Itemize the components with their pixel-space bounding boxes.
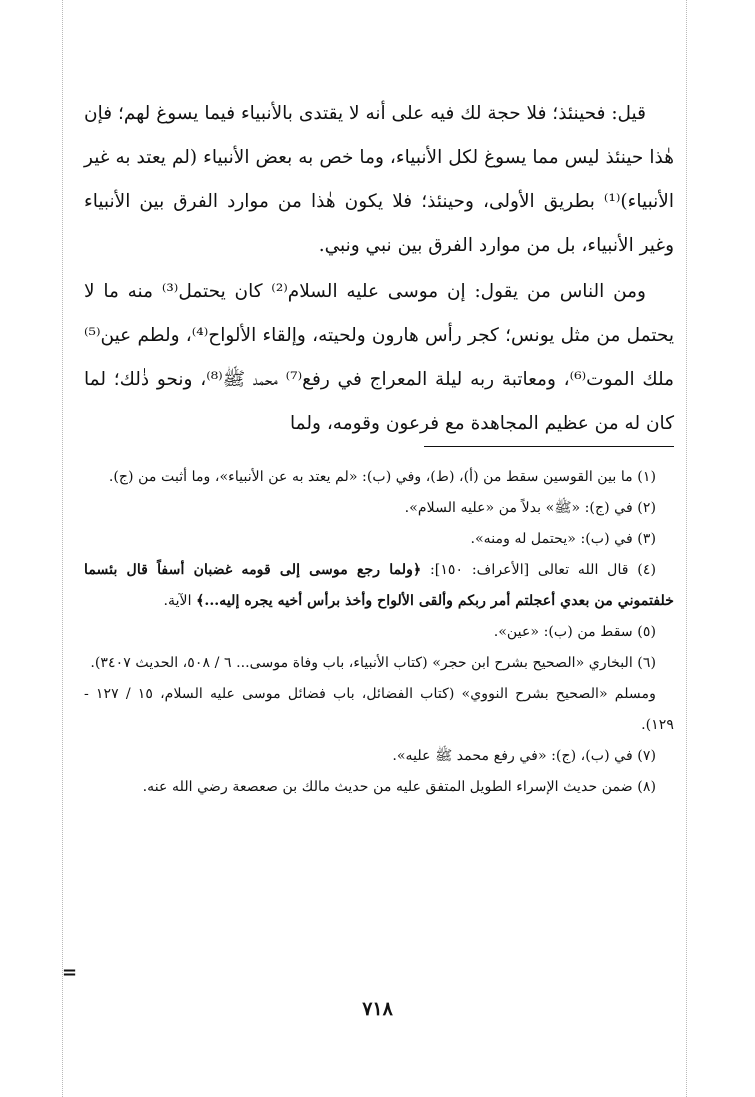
main-paragraph-2: ومن الناس من يقول: إن موسى عليه السلام⁽²⁾ كان يحتمل⁽³⁾ منه ما لا يحتمل من مثل يونس؛ كجر رأس هارون ولحيته، وإلقاء الألواح⁽⁴⁾، ولطم عين⁽⁵⁾ ملك الموت⁽⁶⁾، ومعاتبة ربه ليلة المعراج في رفع⁽⁷⁾ محمد ﷺ⁽⁸⁾، ونحو ذٰلك؛ لما كان له من عظيم المجاهدة مع فرعون وقومه، ولما (84, 281, 674, 434)
footnote-4 (84, 555, 674, 617)
continuation-mark: = (62, 962, 78, 983)
footnote-1: (١) ما بين القوسين سقط من (أ)، (ط)، وفي (ب): «لم يعتد به عن الأنبياء»، وما أثبت من (ج). (108, 469, 656, 485)
footnote-4-tail: الآية. (163, 593, 192, 609)
footnote-5: (٥) سقط من (ب): «عين». (493, 624, 656, 640)
right-margin-guide (686, 0, 687, 1097)
footnote-4-intro: قال الله تعالى [الأعراف: ١٥٠]: (429, 562, 629, 578)
footnote-7: (٧) في (ب)، (ج): «في رفع محمد ﷺ عليه». (392, 748, 656, 764)
footnote-6a: (٦) البخاري «الصحيح بشرح ابن حجر» (كتاب الأنبياء، باب وفاة موسى... ٦ / ٥٠٨، الحديث ٣٤٠٧). (90, 655, 656, 671)
footnote-6b: ومسلم «الصحيح بشرح النووي» (كتاب الفضائل، باب فضائل موسى عليه السلام، ١٥ / ١٢٧ - ١٢٩). (84, 686, 674, 733)
page-number: ٧١٨ (362, 998, 393, 1020)
footnote-2: (٢) في (ج): «ﷺ» بدلاً من «عليه السلام». (404, 500, 656, 516)
footnote-separator (424, 446, 674, 447)
footnote-3: (٣) في (ب): «يحتمل له ومنه». (470, 531, 656, 547)
left-margin-guide (62, 0, 63, 1097)
main-text-block (84, 92, 674, 446)
footnotes-block (84, 462, 674, 803)
main-paragraph-1: قيل: فحينئذ؛ فلا حجة لك فيه على أنه لا يقتدى بالأنبياء فيما يسوغ لهم؛ فإن هٰذا حينئذ ليس مما يسوغ لكل الأنبياء، وما خص به بعض الأنبياء (لم يعتد به غير الأنبياء)⁽¹⁾ بطريق الأولى، وحينئذ؛ فلا يكون هٰذا من موارد الفرق بين الأنبياء وغير الأنبياء، بل من موارد الفرق بين نبي ونبي. (84, 103, 674, 256)
footnote-4-number: (٤) (637, 562, 657, 578)
footnote-8: (٨) ضمن حديث الإسراء الطويل المتفق عليه من حديث مالك بن صعصعة رضي الله عنه. (142, 779, 656, 795)
footnote-4-verse: ﴿ولما رجع موسى إلى قومه غضبان أسفاً قال بئسما خلفتموني من بعدي أعجلتم أمر ربكم وألقى الألواح وأخذ برأس أخيه يجره إليه...﴾ (84, 562, 674, 609)
